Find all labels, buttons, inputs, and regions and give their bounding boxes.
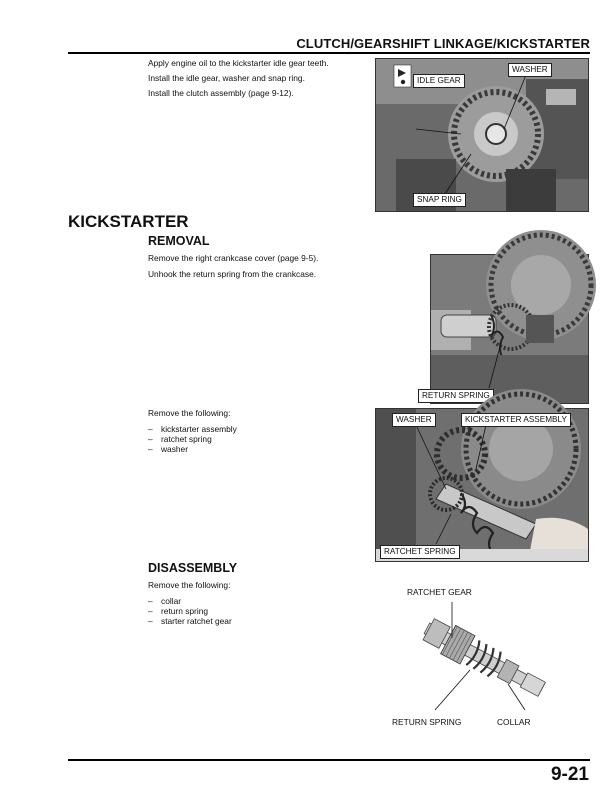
intro-instructions (148, 58, 373, 99)
list-item: – starter ratchet gear (148, 616, 373, 626)
disassembly-heading: DISASSEMBLY (148, 561, 238, 575)
list-item: – ratchet spring (148, 434, 373, 444)
kickstarter-exploded-illustration (380, 580, 580, 730)
list-item: – washer (148, 444, 373, 454)
removal-parts-list (148, 408, 373, 454)
kickstarter-assembly-callout: KICKSTARTER ASSEMBLY (461, 413, 571, 427)
collar-label: COLLAR (497, 717, 531, 727)
list-item: – collar (148, 596, 373, 606)
return-spring-callout: RETURN SPRING (418, 389, 494, 403)
washer-callout: WASHER (508, 63, 552, 77)
header-rule (68, 52, 590, 54)
removal-heading: REMOVAL (148, 234, 210, 248)
removal-instructions (148, 253, 373, 280)
list-item: – kickstarter assembly (148, 424, 373, 434)
footer-rule (68, 759, 590, 761)
section-header-title: CLUTCH/GEARSHIFT LINKAGE/KICKSTARTER (296, 36, 590, 51)
intro-line: Install the idle gear, washer and snap ring. (148, 73, 305, 83)
return-spring-label: RETURN SPRING (392, 717, 462, 727)
snap-ring-callout: SNAP RING (413, 193, 466, 207)
removal-line: Remove the right crankcase cover (page 9-5). (148, 253, 319, 263)
idle-gear-photo (375, 58, 589, 212)
removal-line: Unhook the return spring from the crankcase. (148, 269, 317, 279)
list-item: – return spring (148, 606, 373, 616)
intro-line: Install the clutch assembly (page 9-12). (148, 88, 294, 98)
washer-callout: WASHER (392, 413, 436, 427)
kickstarter-heading: KICKSTARTER (68, 212, 189, 231)
return-spring-photo (422, 254, 589, 404)
idle-gear-callout: IDLE GEAR (413, 74, 465, 88)
disassembly-parts-list (148, 580, 373, 626)
intro-line: Apply engine oil to the kickstarter idle gear teeth. (148, 58, 329, 68)
ratchet-spring-callout: RATCHET SPRING (380, 545, 460, 559)
page-number: 9-21 (550, 764, 589, 785)
kickstarter-assembly-photo (375, 408, 589, 562)
removal-follow-text: Remove the following: (148, 408, 231, 418)
ratchet-gear-label: RATCHET GEAR (407, 587, 472, 597)
disassembly-follow-text: Remove the following: (148, 580, 231, 590)
